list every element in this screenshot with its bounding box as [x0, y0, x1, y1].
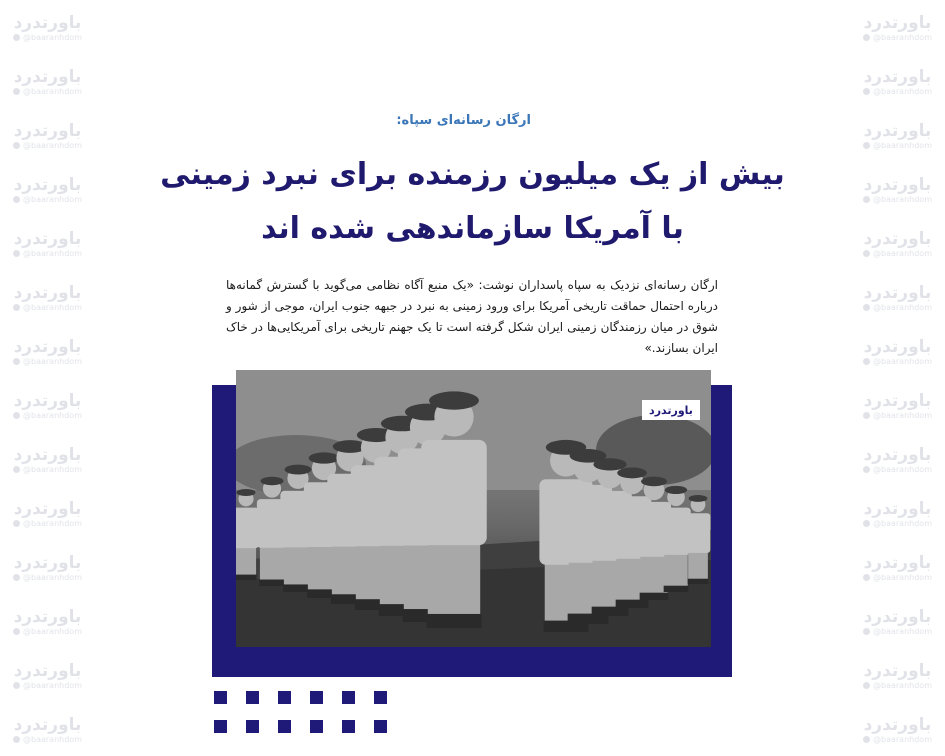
watermark-handle: @baaranhdom — [863, 573, 932, 582]
social-icon — [863, 736, 870, 743]
watermark-item — [850, 702, 945, 756]
watermark-handle: @baaranhdom — [13, 627, 82, 636]
decor-square — [342, 720, 355, 733]
social-icon — [863, 304, 870, 311]
decor-square — [342, 691, 355, 704]
watermark-handle: @baaranhdom — [13, 735, 82, 744]
watermark-item — [850, 324, 945, 378]
watermark-handle: @baaranhdom — [13, 357, 82, 366]
watermark-item — [0, 540, 95, 594]
decor-square — [246, 691, 259, 704]
watermark-item — [850, 216, 945, 270]
social-icon — [13, 628, 20, 635]
social-icon — [863, 682, 870, 689]
watermark-handle: @baaranhdom — [863, 249, 932, 258]
watermark-handle: @baaranhdom — [13, 465, 82, 474]
watermark-item — [0, 486, 95, 540]
watermark-logo: باورتدرد — [13, 498, 82, 519]
social-icon — [863, 466, 870, 473]
watermark-item — [850, 540, 945, 594]
watermark-handle: @baaranhdom — [863, 519, 932, 528]
watermark-item — [0, 162, 95, 216]
watermark-handle: @baaranhdom — [13, 303, 82, 312]
watermark-item — [850, 162, 945, 216]
watermark-logo: باورتدرد — [863, 606, 932, 627]
decor-square — [214, 691, 227, 704]
social-icon — [13, 412, 20, 419]
watermark-logo: باورتدرد — [863, 552, 932, 573]
watermark-item — [0, 270, 95, 324]
soldiers-illustration — [236, 370, 711, 647]
watermark-logo: باورتدرد — [863, 498, 932, 519]
watermark-item — [0, 378, 95, 432]
social-icon — [13, 466, 20, 473]
social-icon — [13, 196, 20, 203]
decor-square — [278, 720, 291, 733]
social-icon — [13, 682, 20, 689]
social-icon — [863, 88, 870, 95]
watermark-item — [850, 594, 945, 648]
social-icon — [13, 142, 20, 149]
social-icon — [863, 250, 870, 257]
watermark-logo: باورتدرد — [13, 228, 82, 249]
watermark-handle: @baaranhdom — [13, 249, 82, 258]
watermark-item — [0, 108, 95, 162]
social-icon — [863, 520, 870, 527]
watermark-item — [850, 432, 945, 486]
watermark-logo: باورتدرد — [13, 120, 82, 141]
watermark-handle: @baaranhdom — [863, 627, 932, 636]
watermark-item — [850, 0, 945, 54]
watermark-handle: @baaranhdom — [13, 87, 82, 96]
watermark-item — [0, 702, 95, 756]
social-icon — [863, 628, 870, 635]
watermark-handle: @baaranhdom — [13, 681, 82, 690]
watermark-logo: باورتدرد — [863, 228, 932, 249]
social-icon — [13, 520, 20, 527]
watermark-handle: @baaranhdom — [863, 303, 932, 312]
watermark-handle: @baaranhdom — [863, 465, 932, 474]
watermark-logo: باورتدرد — [13, 714, 82, 735]
watermark-logo: باورتدرد — [863, 336, 932, 357]
watermark-logo: باورتدرد — [863, 12, 932, 33]
watermark-logo: باورتدرد — [13, 12, 82, 33]
watermark-column-left — [0, 0, 95, 756]
watermark-item — [850, 270, 945, 324]
decor-square — [246, 720, 259, 733]
watermark-handle: @baaranhdom — [863, 87, 932, 96]
decor-square — [374, 691, 387, 704]
watermark-logo: باورتدرد — [863, 714, 932, 735]
watermark-item — [850, 486, 945, 540]
watermark-handle: @baaranhdom — [863, 681, 932, 690]
social-icon — [13, 250, 20, 257]
soldiers-photo — [236, 370, 711, 647]
social-icon — [13, 574, 20, 581]
social-icon — [13, 304, 20, 311]
watermark-column-right — [850, 0, 945, 756]
watermark-logo: باورتدرد — [863, 282, 932, 303]
social-icon — [863, 142, 870, 149]
decor-square — [214, 720, 227, 733]
body-text: ارگان رسانه‌ای نزدیک به سپاه پاسداران نوشت: «یک منبع آگاه نظامی می‌گوید با گسترش گمانه‌ها درباره احتمال حماقت تاریخی آمریکا برای ورود زمینی به نبرد در جبهه جنوب ایران، موجی از شور و شوق در میان رزمندگان زمینی ایران شکل گرفته است تا یک جهنم تاریخی برای آمریکایی‌ها در خاک ایران بسازند.» — [226, 278, 718, 355]
soldier-figure — [236, 489, 259, 580]
watermark-item — [850, 54, 945, 108]
watermark-logo: باورتدرد — [863, 174, 932, 195]
watermark-item — [0, 594, 95, 648]
watermark-logo: باورتدرد — [863, 444, 932, 465]
decor-square — [310, 720, 323, 733]
watermark-item — [0, 0, 95, 54]
watermark-logo: باورتدرد — [863, 390, 932, 411]
social-icon — [863, 412, 870, 419]
body-card — [212, 265, 732, 369]
watermark-handle: @baaranhdom — [13, 573, 82, 582]
watermark-handle: @baaranhdom — [13, 411, 82, 420]
decorative-squares — [214, 691, 394, 741]
social-icon — [863, 574, 870, 581]
watermark-item — [0, 324, 95, 378]
watermark-item — [850, 378, 945, 432]
watermark-logo: باورتدرد — [13, 282, 82, 303]
watermark-handle: @baaranhdom — [13, 519, 82, 528]
watermark-logo: باورتدرد — [863, 66, 932, 87]
watermark-logo: باورتدرد — [13, 390, 82, 411]
watermark-logo: باورتدرد — [863, 660, 932, 681]
watermark-handle: @baaranhdom — [863, 735, 932, 744]
watermark-item — [850, 648, 945, 702]
watermark-handle: @baaranhdom — [863, 411, 932, 420]
watermark-logo: باورتدرد — [13, 174, 82, 195]
watermark-logo: باورتدرد — [863, 120, 932, 141]
social-icon — [13, 736, 20, 743]
watermark-handle: @baaranhdom — [863, 357, 932, 366]
watermark-handle: @baaranhdom — [863, 33, 932, 42]
decor-square — [374, 720, 387, 733]
watermark-item — [0, 54, 95, 108]
watermark-logo: باورتدرد — [13, 660, 82, 681]
social-icon — [13, 358, 20, 365]
watermark-item — [0, 648, 95, 702]
watermark-item — [0, 216, 95, 270]
watermark-handle: @baaranhdom — [863, 141, 932, 150]
social-icon — [13, 34, 20, 41]
watermark-handle: @baaranhdom — [863, 195, 932, 204]
watermark-handle: @baaranhdom — [13, 195, 82, 204]
photo-logo-badge: باورتدرد — [642, 400, 700, 420]
social-icon — [863, 196, 870, 203]
decor-square — [310, 691, 323, 704]
watermark-handle: @baaranhdom — [13, 141, 82, 150]
watermark-logo: باورتدرد — [13, 606, 82, 627]
headline: بیش از یک میلیون رزمنده برای نبرد زمینی با آمریکا سازماندهی شده اند — [160, 157, 785, 246]
watermark-logo: باورتدرد — [13, 552, 82, 573]
watermark-logo: باورتدرد — [13, 444, 82, 465]
social-icon — [863, 34, 870, 41]
source-label: ارگان رسانه‌ای سپاه: — [396, 113, 531, 128]
watermark-handle: @baaranhdom — [13, 33, 82, 42]
watermark-item — [0, 432, 95, 486]
social-icon — [13, 88, 20, 95]
decor-square — [278, 691, 291, 704]
watermark-logo: باورتدرد — [13, 336, 82, 357]
watermark-item — [850, 108, 945, 162]
watermark-logo: باورتدرد — [13, 66, 82, 87]
social-icon — [863, 358, 870, 365]
